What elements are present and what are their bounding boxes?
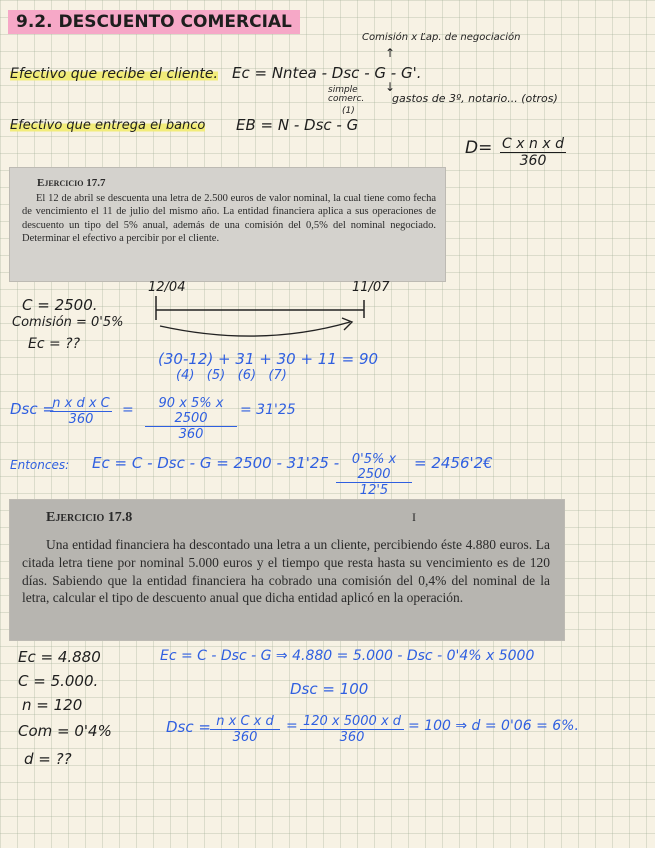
- given-2-0: Ec = 4.880: [18, 648, 101, 666]
- arrow-down-icon: ↓: [385, 80, 396, 94]
- sol2-equation: Ec = C - Dsc - G ⇒ 4.880 = 5.000 - Dsc - 0'4% x 5000: [160, 648, 535, 664]
- entonces-label: Entonces:: [10, 458, 70, 472]
- title-text: 9.2. DESCUENTO COMERCIAL: [8, 10, 300, 34]
- sol2-result: = 100 ⇒ d = 0'06 = 6%.: [408, 718, 579, 734]
- given-2-4: d = ??: [24, 750, 72, 768]
- ec-frac-num: 0'5% x 2500: [336, 452, 412, 483]
- ec-fraction: [336, 452, 412, 498]
- given-2-2: n = 120: [22, 696, 83, 714]
- dsc1-fraction-2: [145, 396, 237, 442]
- dsc2-fraction: [210, 714, 280, 745]
- d-formula-lhs: D=: [465, 138, 493, 158]
- given-1-2: Ec = ??: [28, 336, 81, 352]
- ejercicio-17-8-text: Una entidad financiera ha descontado una letra a un cliente, percibiendo éste 4.880 euros. La citada letra tiene por nominal 5.000 euros y el tiempo que resta hasta su vencimiento es de 120 días. Sabiendo que la entidad financiera ha cobrado una comisión del 0,4% del nominal de la letra, calcular el tipo de descuento anual que dicha entidad aplicó en la operación.: [22, 537, 550, 606]
- timeline-arc: [160, 322, 350, 336]
- date-start: 12/04: [148, 280, 186, 295]
- sol2-dsc-value: Dsc = 100: [290, 680, 369, 698]
- dsc2-eq: =: [286, 718, 298, 734]
- given-2-3: Com = 0'4%: [18, 722, 112, 740]
- dsc1-lhs: Dsc =: [10, 400, 55, 418]
- dsc2-num2: 120 x 5000 x d: [300, 714, 404, 730]
- dsc1-den2: 360: [178, 427, 204, 442]
- ec-result: = 2456'2€: [414, 454, 493, 472]
- ejercicio-17-7-text: El 12 de abril se descuenta una letra de 2.500 euros de valor nominal, la cual tiene como fecha de vencimiento el 11 de julio del mismo año. La entidad financiera aplica a sus operaciones de descuento un tipo del 5% anual, además de una comisión del 0,5% del nominal negociado. Determinar el efectivo a percibir por el cliente.: [22, 193, 436, 245]
- date-end: 11/07: [352, 280, 390, 295]
- ejercicio-17-8-title: Ejercicio 17.8: [46, 510, 133, 525]
- given-1-0: C = 2500.: [22, 296, 98, 314]
- d-formula-num: C x n x d: [500, 136, 566, 153]
- text-cursor-icon: I: [412, 510, 416, 524]
- d-formula-fraction: [500, 136, 566, 169]
- line2-label: [10, 118, 205, 133]
- timeline-diagram: [140, 290, 380, 350]
- dsc2-den: 360: [232, 730, 258, 745]
- line1-label-text: Efectivo que recibe el cliente.: [10, 66, 218, 82]
- ejercicio-17-7-title: Ejercicio 17.7: [37, 177, 106, 189]
- given-2-1: C = 5.000.: [18, 672, 99, 690]
- dsc1-result: = 31'25: [240, 402, 296, 418]
- ec-frac-den: 12'5: [359, 483, 389, 498]
- dsc2-den2: 360: [339, 730, 365, 745]
- days-sum: (30-12) + 31 + 30 + 11 = 90: [158, 350, 379, 368]
- dsc1-fraction: [50, 396, 112, 427]
- dsc2-fraction-2: [300, 714, 404, 745]
- given-1-1: Comisión = 0'5%: [12, 315, 124, 330]
- line2-label-text: Efectivo que entrega el banco: [10, 118, 206, 133]
- dsc1-den: 360: [68, 412, 94, 427]
- line1-formula: Ec = Nntea - Dsc - G - G'.: [232, 64, 422, 82]
- ejercicio-17-8-box: [10, 500, 564, 640]
- comision-note: Comisión x Ľap. de negociación: [362, 32, 521, 43]
- d-formula-den: 360: [519, 153, 547, 169]
- dsc2-lhs: Dsc =: [166, 718, 211, 736]
- page-title: [8, 12, 300, 32]
- line1-label: [10, 66, 218, 82]
- note-1: (1): [342, 106, 355, 116]
- ec-expression: Ec = C - Dsc - G = 2500 - 31'25 -: [92, 454, 340, 472]
- dsc2-num: n x C x d: [210, 714, 280, 730]
- gastos-note: gastos de 3º, notario... (otros): [392, 92, 558, 105]
- arrow-up-icon: ↑: [385, 46, 396, 60]
- months-row: (4) (5) (6) (7): [176, 368, 287, 383]
- dsc1-num: n x d x C: [50, 396, 112, 412]
- dsc1-num2: 90 x 5% x 2500: [145, 396, 237, 427]
- dsc1-eq: =: [122, 402, 134, 418]
- line2-formula: EB = N - Dsc - G: [236, 116, 359, 134]
- simple-note: simple comerc.: [328, 85, 365, 104]
- ejercicio-17-7-box: [10, 168, 445, 281]
